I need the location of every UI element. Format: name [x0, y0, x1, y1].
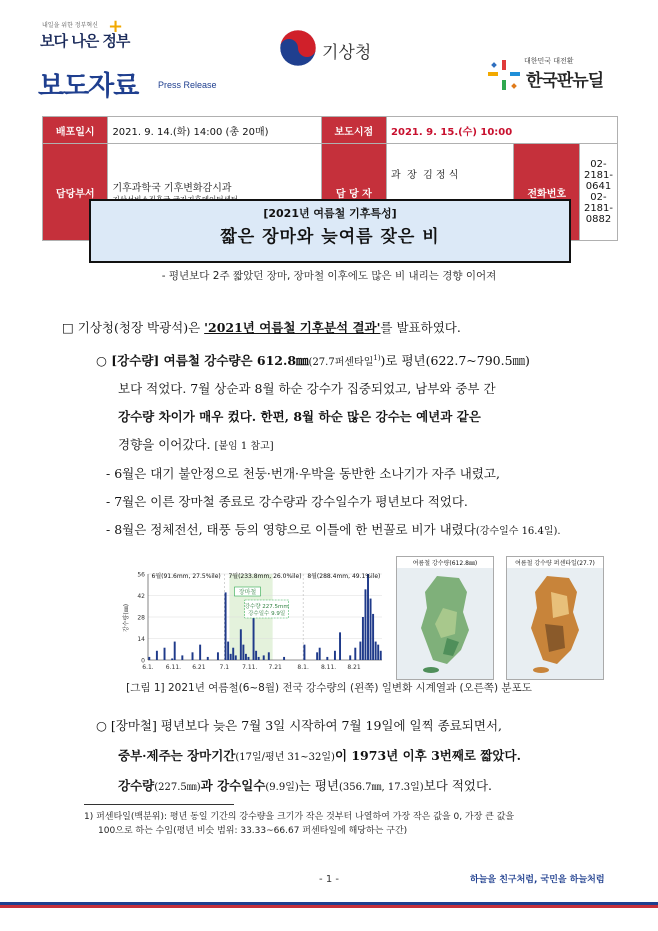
phone-value	[579, 144, 617, 241]
intro-text-a: □ 기상청(청장 박광석)은	[62, 320, 205, 335]
y-axis-label: 강수량(㎜)	[123, 603, 130, 633]
dist-value: 2021. 9. 14.(화) 14:00 (총 20매)	[108, 117, 321, 144]
percentile-map-shape-icon	[507, 568, 603, 676]
gov-slogan: 내일을 위한 정부혁신	[42, 22, 98, 29]
precip-bar	[255, 651, 257, 660]
precip-bar	[263, 655, 265, 660]
footer-slogan: 하늘을 친구처럼, 국민을 하늘처럼	[470, 875, 605, 885]
x-tick-label: 7.11.	[242, 664, 258, 671]
precip-bar	[235, 655, 237, 660]
precip-line4-a: 경향을 이어갔다.	[118, 437, 215, 452]
intro-text-c: 를 발표하였다.	[380, 320, 461, 335]
rainy-b: (17일/평년 31~32일)	[235, 752, 335, 763]
paragraph-rainy-line3	[118, 776, 492, 794]
precip-bar	[367, 574, 369, 660]
daily-precip-chart	[120, 560, 388, 678]
precip-bar	[227, 642, 229, 660]
rainy-info-precip: 강수량 227.5mm	[244, 604, 289, 610]
precip-bar	[217, 652, 219, 660]
page-number: - 1 -	[319, 874, 339, 885]
dash-aug-a: - 8월은 정체전선, 태풍 등의 영향으로 이틀에 한 번꼴로 비가 내렸다	[106, 522, 476, 537]
y-tick-label: 42	[137, 593, 145, 600]
rainy-e: (227.5㎜)	[154, 782, 201, 793]
kma-logo-icon	[278, 28, 318, 68]
aug-annotation: 8월(288.4mm, 49.1%ile)	[307, 573, 381, 580]
dept-label: 담당부서	[43, 144, 108, 241]
precip-bar	[268, 652, 270, 660]
korean-new-deal-name: 한국판뉴딜	[526, 71, 604, 91]
paragraph-precip-line1	[96, 351, 530, 369]
rainy-g: (9.9일)	[265, 782, 299, 793]
precip-bar	[316, 652, 318, 660]
rainy-f: 과 강수일수	[200, 778, 266, 793]
rainy-h: 는 평년	[298, 778, 339, 793]
precip-footnote-ref: 1)	[373, 353, 381, 362]
precip-bar	[283, 657, 285, 660]
precip-bar	[349, 655, 351, 660]
precip-bar	[192, 652, 194, 660]
paragraph-intro	[62, 318, 461, 336]
june-annotation: 6월(91.6mm, 27.5%ile)	[151, 573, 221, 580]
dist-label: 배포일시	[43, 117, 108, 144]
y-tick-label: 0	[141, 657, 145, 665]
x-tick-label: 6.21	[192, 664, 206, 671]
precip-bar	[258, 657, 260, 660]
dash-aug	[106, 520, 561, 538]
precip-bar	[171, 658, 173, 660]
precip-bar	[253, 614, 255, 660]
precip-bar	[303, 645, 305, 660]
rainy-c: 이 1973년 이후 3번째로 짧았다.	[334, 748, 521, 763]
precip-map-shape-icon	[397, 568, 493, 676]
precip-bar	[380, 651, 382, 660]
precip-bar	[339, 632, 341, 660]
x-tick-label: 7.21	[268, 664, 282, 671]
precip-bar	[375, 642, 377, 660]
precip-d: )로 평년(622.7~790.5㎜)	[380, 353, 530, 368]
x-tick-label: 6.11.	[165, 664, 182, 671]
precip-bar	[319, 648, 321, 660]
precip-map	[396, 556, 494, 680]
precip-bar	[354, 648, 356, 660]
precip-bar	[326, 657, 328, 660]
korean-new-deal-logo-icon	[486, 58, 522, 94]
headline-title: 짧은 장마와 늦여름 잦은 비	[220, 227, 440, 247]
page-title: 보도자료	[38, 71, 139, 102]
precip-bar	[334, 651, 336, 660]
dash-july: - 7월은 이른 장마철 종료로 강수량과 강수일수가 평년보다 적었다.	[106, 494, 468, 509]
x-tick-label: 7.1	[219, 664, 230, 671]
precip-bar	[148, 657, 150, 660]
precip-bar	[232, 648, 234, 660]
intro-text-b: '2021년 여름철 기후분석 결과'	[204, 320, 381, 335]
headline-subtitle: - 평년보다 2주 짧았던 장마, 장마철 이후에도 많은 비 내리는 경향 이어져	[161, 270, 497, 282]
y-tick-label: 56	[137, 571, 145, 579]
footnote-line2: 100으로 하는 수임(평년 비슷 범위: 33.33~66.67 퍼센타일에 해당하는 구간)	[98, 826, 408, 836]
footnote-divider	[84, 804, 234, 805]
phone-label: 전화번호	[514, 144, 580, 241]
paragraph-rainy-line1: ○ [장마철] 평년보다 늦은 7월 3일 시작하여 7월 19일에 일찍 종료되면서,	[96, 718, 503, 733]
plus-icon: +	[108, 16, 124, 37]
gov-name: 보다 나은 정부	[40, 32, 130, 50]
rainy-i: (356.7㎜, 17.3일)	[338, 782, 424, 793]
precip-bar	[174, 642, 176, 660]
headline-box	[89, 199, 571, 263]
paragraph-precip-line2: 보다 적었다. 7월 상순과 8월 하순 강수가 집중되었고, 남부와 중부 간	[118, 381, 496, 396]
agency-name: 기상청	[322, 43, 372, 63]
dash-june: - 6월은 대기 불안정으로 천둥·번개·우박을 동반한 소나기가 자주 내렸고,	[106, 466, 500, 481]
embargo-value: 2021. 9. 15.(수) 10:00	[387, 117, 618, 144]
precip-bar	[245, 654, 247, 660]
figure-caption: [그림 1] 2021년 여름철(6~8월) 전국 강수량의 (왼쪽) 일변화 시계열과 (오른쪽) 분포도	[126, 682, 532, 694]
dash-aug-b: (강수일수 16.4일).	[475, 526, 561, 537]
headline-kicker: [2021년 여름철 기후특성]	[263, 207, 397, 220]
page-title-en: Press Release	[158, 80, 217, 90]
rainy-d: 강수량	[118, 778, 155, 793]
footer-stripe	[0, 902, 658, 908]
precip-bar	[377, 645, 379, 660]
precip-bar	[372, 614, 374, 660]
footnote	[84, 810, 624, 838]
footnote-line1: 1) 퍼센타일(백분위): 평년 동일 기간의 강수량을 크기가 작은 것부터 나열하여 가장 작은 값을 0, 가장 큰 값을	[84, 812, 515, 822]
percentile-map-title: 여름철 강수량 퍼센타일(27.7)	[507, 557, 603, 568]
precip-bar	[240, 629, 242, 660]
precip-bar	[199, 645, 201, 660]
x-tick-label: 8.11.	[320, 664, 337, 671]
precip-bar	[362, 617, 364, 660]
paragraph-rainy-line2	[118, 746, 521, 764]
y-tick-label: 28	[137, 614, 145, 622]
paragraph-precip-line4	[118, 435, 274, 453]
y-tick-label: 14	[137, 636, 145, 643]
precip-map-title: 여름철 강수량(612.8㎜)	[397, 557, 493, 568]
person-label: 담 당 자	[321, 144, 386, 241]
rainy-a: 중부·제주는 장마기간	[118, 748, 236, 763]
july-annotation: 7월(233.8mm, 26.0%ile)	[228, 573, 302, 580]
precip-bar	[225, 592, 227, 660]
x-tick-label: 6.1.	[142, 664, 154, 671]
precip-bar	[359, 642, 361, 660]
precip-a: ○ [강수량] 여름철 강수량은 612.8㎜	[96, 353, 309, 368]
phone-2: 02-2181-0882	[583, 192, 614, 225]
precip-bar	[364, 589, 366, 660]
paragraph-precip-line3: 강수량 차이가 매우 컸다. 한편, 8월 하순 많은 강수는 예년과 같은	[118, 409, 481, 424]
precip-bar	[207, 657, 209, 660]
precip-bar	[370, 599, 372, 660]
person-line1: 과 장 김 정 식	[391, 170, 459, 181]
korean-new-deal-tagline: 대한민국 대전환	[524, 57, 574, 65]
precip-b: (27.7퍼센타일	[308, 357, 374, 368]
precip-bar	[247, 657, 249, 660]
attachment-ref: [붙임 1 참고]	[214, 441, 274, 452]
phone-1: 02-2181-0641	[583, 159, 614, 192]
x-tick-label: 8.21	[347, 664, 361, 671]
precip-bar	[164, 648, 166, 660]
precip-bar	[242, 645, 244, 660]
embargo-label: 보도시점	[321, 117, 386, 144]
precip-bar	[181, 655, 183, 660]
rainy-j: 보다 적었다.	[423, 778, 493, 793]
dept-line1: 기후과학국 기후변화감시과	[112, 183, 232, 194]
rainy-tag-label: 장마철	[238, 589, 257, 596]
precip-bar	[156, 651, 158, 660]
percentile-map	[506, 556, 604, 680]
x-tick-label: 8.1.	[297, 664, 309, 671]
rainy-info-days: 강수일수 9.9일	[248, 611, 286, 617]
precip-bar	[230, 654, 232, 660]
